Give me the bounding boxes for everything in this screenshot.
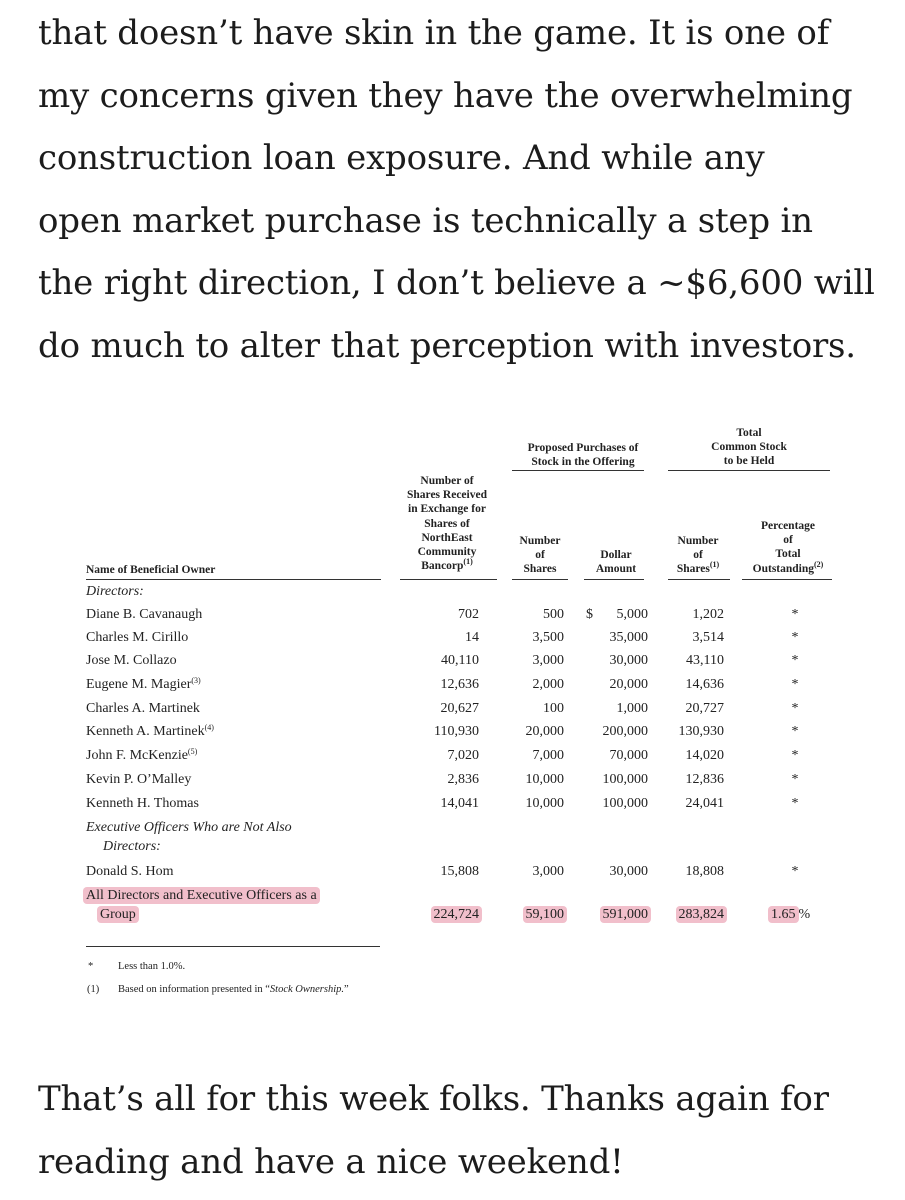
shares-purchased: 10,000: [525, 796, 564, 811]
header-rule: [742, 579, 832, 580]
group-name: All Directors and Executive Officers as a: [83, 887, 320, 905]
group-header-rule: [668, 470, 830, 471]
percentage: *: [791, 677, 799, 692]
col-header-num-shares: Number of Shares: [519, 535, 561, 576]
owner-name: Jose M. Collazo: [86, 653, 177, 668]
shares-purchased: 3,000: [532, 653, 564, 668]
percentage: *: [791, 796, 799, 811]
percentage: *: [791, 772, 799, 787]
shares-received: 20,627: [440, 701, 479, 716]
header-rule: [400, 579, 497, 580]
shares-purchased: 7,000: [532, 748, 564, 763]
header-rule: [512, 579, 568, 580]
col-header-name: Name of Beneficial Owner: [86, 564, 216, 576]
group-shares-received: 224,724: [397, 906, 482, 924]
dollar-amount: 200,000: [602, 724, 648, 739]
owner-name: Charles A. Martinek: [86, 701, 200, 716]
percentage: *: [791, 701, 799, 716]
owner-name: Kenneth H. Thomas: [86, 796, 199, 811]
owner-name: Kenneth A. Martinek$^{(4)}$: [86, 723, 214, 739]
shares-received: 2,836: [447, 772, 479, 787]
percentage: *: [791, 864, 799, 879]
section-label-officers-cont: Directors:: [103, 839, 161, 854]
dollar-amount: 70,000: [609, 748, 648, 763]
percentage: *: [791, 748, 799, 763]
total-shares: 24,041: [685, 796, 724, 811]
col-header-dollar-amount: Dollar Amount: [595, 549, 637, 576]
total-shares: 1,202: [692, 607, 724, 622]
owner-name: Kevin P. O’Malley: [86, 772, 192, 787]
group-header-rule: [512, 470, 644, 471]
paragraph-line: do much to alter that perception with investors.: [38, 325, 856, 366]
footnote-rule: [86, 946, 380, 947]
paragraph-line: my concerns given they have the overwhelming: [38, 75, 853, 116]
total-shares: 130,930: [678, 724, 724, 739]
dollar-amount: 30,000: [609, 653, 648, 668]
total-shares: 12,836: [685, 772, 724, 787]
group-header-proposed: Proposed Purchases of Stock in the Offering: [527, 442, 639, 469]
section-label-officers: Executive Officers Who are Not Also: [86, 820, 292, 835]
footnote-text: Less than 1.0%.: [118, 961, 186, 972]
paragraph-line: reading and have a nice weekend!: [38, 1141, 624, 1182]
shares-received: 110,930: [434, 724, 479, 739]
shares-purchased: 10,000: [525, 772, 564, 787]
shares-received: 7,020: [447, 748, 479, 763]
footnote-mark: *: [88, 961, 94, 972]
dollar-amount: 100,000: [602, 772, 648, 787]
article-paragraph-bottom: [38, 1068, 888, 1193]
shares-purchased: 20,000: [525, 724, 564, 739]
group-shares-purchased: 59,100: [500, 906, 567, 924]
percentage: *: [791, 724, 799, 739]
owner-name: Charles M. Cirillo: [86, 630, 189, 645]
owner-name: Eugene M. Magier$^{(3)}$: [86, 676, 201, 692]
total-shares: 18,808: [685, 864, 724, 879]
dollar-amount: 35,000: [609, 630, 648, 645]
group-total-shares: 283,824: [660, 906, 727, 924]
owner-name: Diane B. Cavanaugh: [86, 607, 203, 622]
total-shares: 14,020: [685, 748, 724, 763]
footnote-mark: (1): [87, 984, 100, 995]
shares-received: 702: [458, 607, 479, 622]
col-header-shares-received: Number of Shares Received in Exchange for Shares of NorthEast Community Bancorp$^{(1)}$: [407, 475, 487, 573]
section-label-directors: Directors:: [86, 584, 144, 599]
shares-received: 12,636: [440, 677, 479, 692]
shares-purchased: 3,500: [532, 630, 564, 645]
header-rule: [86, 579, 381, 580]
col-header-total-shares: Number of Shares$^{(1)}$: [676, 535, 720, 576]
dollar-amount: 20,000: [609, 677, 648, 692]
percentage: *: [791, 607, 799, 622]
paragraph-line: that doesn’t have skin in the game. It is one of: [38, 13, 830, 53]
shares-received: 14: [465, 630, 479, 645]
total-shares: 3,514: [692, 630, 724, 645]
total-shares: 43,110: [686, 653, 724, 668]
percentage: *: [791, 630, 799, 645]
shares-purchased: 3,000: [532, 864, 564, 879]
shares-purchased: 2,000: [532, 677, 564, 692]
paragraph-line: That’s all for this week folks. Thanks again for: [38, 1079, 829, 1119]
currency-symbol: $: [586, 607, 593, 622]
shares-received: 14,041: [440, 796, 479, 811]
group-name-cont: Group: [97, 906, 139, 924]
paragraph-line: the right direction, I don’t believe a ~$6,600 will: [38, 263, 875, 303]
owner-name: John F. McKenzie$^{(5)}$: [86, 747, 198, 763]
percentage: *: [791, 653, 799, 668]
group-header-total: Total Common Stock to be Held: [711, 427, 787, 468]
owner-name: Donald S. Hom: [86, 864, 174, 879]
dollar-amount: 30,000: [609, 864, 648, 879]
dollar-amount: 5,000: [616, 607, 648, 622]
shares-received: 15,808: [440, 864, 479, 879]
paragraph-line: construction loan exposure. And while any: [38, 138, 765, 178]
group-dollar-amount: 591,000: [586, 906, 651, 924]
header-rule: [584, 579, 644, 580]
total-shares: 14,636: [685, 677, 724, 692]
article-paragraph-top: [38, 2, 888, 377]
footnote-text: Based on information presented in “Stock Ownership.”: [118, 984, 349, 995]
shares-purchased: 500: [543, 607, 564, 622]
total-shares: 20,727: [685, 701, 724, 716]
shares-received: 40,110: [441, 653, 479, 668]
header-rule: [668, 579, 730, 580]
dollar-amount: 100,000: [602, 796, 648, 811]
shares-purchased: 100: [543, 701, 564, 716]
dollar-amount: 1,000: [616, 701, 648, 716]
group-percentage: 1.65 %: [768, 906, 810, 924]
paragraph-line: open market purchase is technically a step in: [38, 200, 813, 241]
col-header-percentage: Percentage of Total Outstanding$^{(2)}$: [752, 520, 824, 575]
